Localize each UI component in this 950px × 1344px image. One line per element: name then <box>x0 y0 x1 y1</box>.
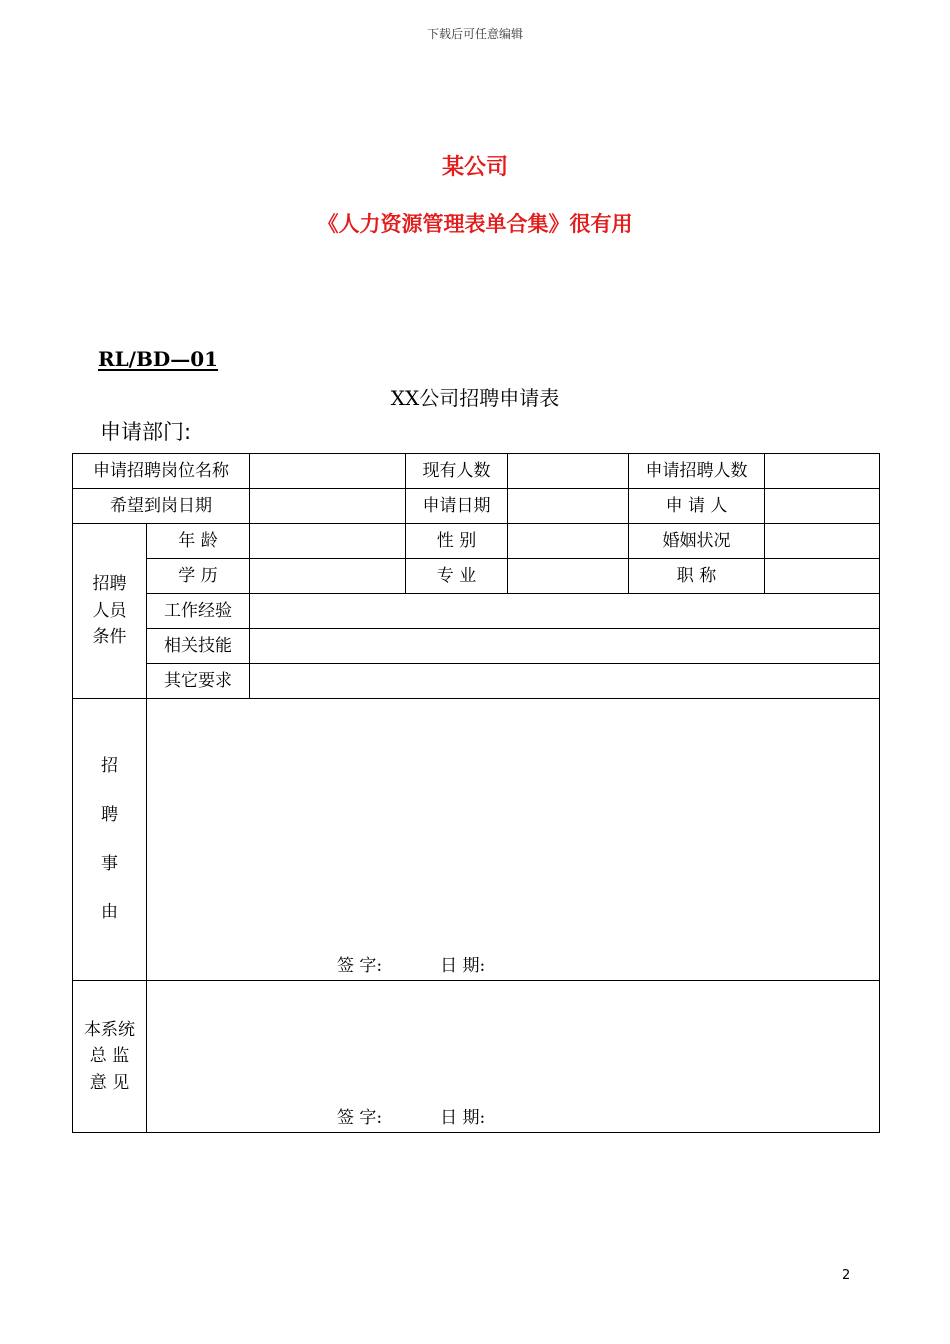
reason-label-char: 招 <box>101 756 118 777</box>
table-row <box>73 664 880 699</box>
applicant-field[interactable] <box>765 489 880 524</box>
reason-label-char: 事 <box>101 853 118 874</box>
header-note: 下载后可任意编辑 <box>426 27 523 41</box>
table-row <box>73 594 880 629</box>
table-row <box>73 981 880 1133</box>
age-label: 年 龄 <box>147 524 250 559</box>
table-row <box>73 629 880 664</box>
conditions-label <box>73 524 147 699</box>
form-title <box>0 382 950 411</box>
education-field[interactable] <box>250 559 406 594</box>
signature-label: 签 字: <box>337 956 383 977</box>
other-requirements-label: 其它要求 <box>147 664 250 699</box>
title-label: 职 称 <box>629 559 765 594</box>
collection-title: 《人力资源管理表单合集》很有用 <box>317 212 633 236</box>
conditions-label-line: 条件 <box>92 627 127 648</box>
page-number: 2 <box>842 1268 851 1283</box>
apply-date-label: 申请日期 <box>406 489 508 524</box>
form-title-text: 公司招聘申请表 <box>419 386 560 410</box>
department-label: 申请部门: <box>100 420 192 444</box>
opinion-signature-line <box>337 1109 485 1128</box>
position-name-field[interactable] <box>250 454 406 489</box>
arrival-date-field[interactable] <box>250 489 406 524</box>
table-row <box>73 524 880 559</box>
form-title-prefix: XX <box>390 386 420 410</box>
document-code: RL/BD—01 <box>98 347 219 371</box>
marital-label: 婚姻状况 <box>629 524 765 559</box>
table-row <box>73 454 880 489</box>
reason-label-char: 由 <box>101 902 118 923</box>
table-row <box>73 699 880 981</box>
current-count-label: 现有人数 <box>406 454 508 489</box>
current-count-field[interactable] <box>508 454 629 489</box>
request-count-field[interactable] <box>765 454 880 489</box>
applicant-label: 申 请 人 <box>629 489 765 524</box>
marital-field[interactable] <box>765 524 880 559</box>
date-label: 日 期: <box>440 1108 486 1129</box>
apply-date-field[interactable] <box>508 489 629 524</box>
skills-label: 相关技能 <box>147 629 250 664</box>
company-title: 某公司 <box>441 155 508 180</box>
other-requirements-field[interactable] <box>250 664 880 699</box>
education-label: 学 历 <box>147 559 250 594</box>
skills-field[interactable] <box>250 629 880 664</box>
table-row <box>73 489 880 524</box>
age-field[interactable] <box>250 524 406 559</box>
work-experience-field[interactable] <box>250 594 880 629</box>
gender-label: 性 别 <box>406 524 508 559</box>
gender-field[interactable] <box>508 524 629 559</box>
position-name-label: 申请招聘岗位名称 <box>73 454 250 489</box>
opinion-label-line: 本系统 <box>84 1019 135 1040</box>
recruitment-application-table <box>72 453 880 1133</box>
table-row <box>73 559 880 594</box>
title-field[interactable] <box>765 559 880 594</box>
arrival-date-label: 希望到岗日期 <box>73 489 250 524</box>
reason-label-char: 聘 <box>101 804 118 825</box>
reason-field[interactable] <box>147 699 880 981</box>
major-field[interactable] <box>508 559 629 594</box>
director-opinion-field[interactable] <box>147 981 880 1133</box>
reason-signature-line <box>337 957 485 976</box>
request-count-label: 申请招聘人数 <box>629 454 765 489</box>
signature-label: 签 字: <box>337 1108 383 1129</box>
date-label: 日 期: <box>440 956 486 977</box>
conditions-label-line: 人员 <box>92 600 127 621</box>
opinion-label-line: 总 监 <box>89 1046 130 1067</box>
reason-label <box>73 699 147 981</box>
conditions-label-line: 招聘 <box>92 574 127 595</box>
opinion-label-line: 意 见 <box>89 1072 130 1093</box>
work-experience-label: 工作经验 <box>147 594 250 629</box>
major-label: 专 业 <box>406 559 508 594</box>
director-opinion-label <box>73 981 147 1133</box>
